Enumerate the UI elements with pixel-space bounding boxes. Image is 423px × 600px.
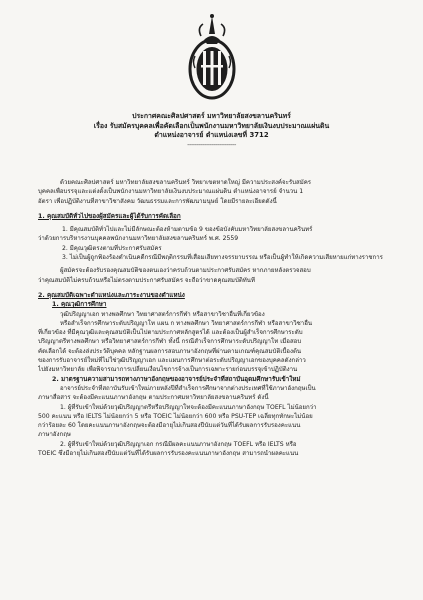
section-2-sub1-heading [38,300,398,309]
section-1-note: ว่าคุณสมบัติไม่ครบถ้วนหรือไม่ตรงตามประกาศรับสมัคร จะถือว่าขาดคุณสมบัติทันที [38,276,255,284]
section-2-sub1-title: 1. คุณวุฒิการศึกษา [52,301,107,309]
section-2-sub2-heading: 2. มาตรฐานความสามารถทางภาษาอังกฤษของอาจารย์ประจำที่สถาบันอุดมศึกษารับเข้าใหม่ [52,375,301,383]
intro-line: อัตรา เพื่อปฏิบัติงานที่สาขาวิชาสังคม วัฒนธรรมและการพัฒนามนุษย์ โดยมีรายละเอียดดังนี้ [38,197,277,205]
intro-line: ด้วยคณะศิลปศาสตร์ มหาวิทยาลัยสงขลานครินทร์ วิทยาเขตหาดใหญ่ มีความประสงค์จะรับสมัคร [60,179,312,186]
section-1-item: 2. มีคุณวุฒิตรงตามที่ประกาศรับสมัคร [62,244,162,252]
document-header [0,112,423,150]
qualification-line: คัดเลือกได้ จะต้องส่งประวัติบุคคล หลักฐานผลการสอบภาษาอังกฤษที่ผ่านตามเกณฑ์คุณสมบัติเบื้องต้น [38,347,302,355]
issuer-line: ประกาศคณะศิลปศาสตร์ มหาวิทยาลัยสงขลานครินทร์ [132,112,291,120]
university-emblem-icon [183,10,241,102]
section-1-note: ผู้สมัครจะต้องรับรองคุณสมบัติของตนเองว่าครบถ้วนตามประกาศรับสมัคร หากภายหลังตรวจสอบ [60,267,311,275]
document-body [38,178,398,458]
english-item-2-line: 2. ผู้ที่รับเข้าใหม่ด้วยวุฒิปริญญาเอก กรณีมีผลคะแนนภาษาอังกฤษ TOEFL หรือ IELTS หรือ [60,440,297,448]
section-1-item: 3. ไม่เป็นผู้ถูกฟ้องร้องดำเนินคดีกรณีมีพฤติกรรมที่เสื่อมเสียทางจรรยาบรรณ หรือเป็นผู้ทำให้เกิดความเสียหายแก่ทางราชการ [62,254,383,262]
section-1-item-cont: ว่าด้วยการบริหารงานบุคคลพนักงานมหาวิทยาลัยสงขลานครินทร์ พ.ศ. 2559 [38,235,239,243]
intro-line: บุคคลเพื่อบรรจุและแต่งตั้งเป็นพนักงานมหาวิทยาลัยเงินงบประมาณแผ่นดิน ตำแหน่งอาจารย์ จำนวน 1 [38,188,304,196]
english-item-1-line: กว่าร้อยละ 60 โดยคะแนนภาษาอังกฤษจะต้องมีอายุไม่เกินสองปีนับแต่วันที่ได้รับผลการรับรองคะแนน [38,422,301,430]
section-1-heading: 1. คุณสมบัติทั่วไปของผู้สมัครและผู้ได้รับการคัดเลือก [38,212,181,220]
english-item-1-line: 1. ผู้ที่รับเข้าใหม่ด้วยวุฒิปริญญาตรีหรือปริญญาโทจะต้องมีคะแนนภาษาอังกฤษ TOEFL ไม่น้อยกว่า [60,403,317,411]
qualification-line: ที่เกี่ยวข้อง ที่มีคุณวุฒิและคุณสมบัติเป็นไปตามประกาศหลักสูตรได้ และต้องเป็นผู้สำเร็จการศึกษาระดับ [38,329,303,337]
qualification-line: วุฒิปริญญาเอก ทางพลศึกษา วิทยาศาสตร์การกีฬา หรือสาขาวิชาอื่นที่เกี่ยวข้อง [60,310,265,318]
english-standard-line: ภาษาสื่อสาร จะต้องมีคะแนนภาษาอังกฤษ ตามประกาศมหาวิทยาลัยสงขลานครินทร์ ดังนี้ [38,394,269,402]
qualification-line: หรือสำเร็จการศึกษาระดับปริญญาโท แผน ก ทางพลศึกษา วิทยาศาสตร์การกีฬา หรือสาขาวิชาอื่น [60,319,313,327]
qualification-line: ของการรับอาจารย์ใหม่ที่ไม่ใช่วุฒิปริญญาเอก และแผนการศึกษาต่อระดับปริญญาเอกของบุคคลดังกล่าว [38,357,306,365]
english-item-1-line: 500 คะแนน หรือ IELTS ไม่น้อยกว่า 5 หรือ TOEIC ไม่น้อยกว่า 600 หรือ PSU-TEP เฉลี่ยทุกทักษะไม่น้อย [38,412,313,420]
qualification-line: ไปยังมหาวิทยาลัย เพื่อพิจารณาการเปลี่ยนเงื่อนไขการจ้างเป็นการเฉพาะรายก่อนบรรจุเข้าปฏิบัติงาน [38,366,298,374]
section-2-heading: 2. คุณสมบัติเฉพาะตำแหน่งและภาระงานของตำแหน่ง [38,291,185,299]
position-line: ตำแหน่งอาจารย์ ตำแหน่งเลขที่ 3712 [154,131,269,139]
english-standard-line: อาจารย์ประจำที่สถาบันรับเข้าใหม่ภายหลังปีที่สำเร็จการศึกษาจากต่างประเทศที่ใช้ภาษาอังกฤษเป็น [60,384,316,392]
qualification-line: ปริญญาตรีทางพลศึกษา หรือวิทยาศาสตร์การกีฬา ทั้งนี้ กรณีสำเร็จการศึกษาระดับปริญญาโท เมื่อสอบ [38,338,302,346]
header-rule: -------------------------- [187,140,236,149]
english-item-2-line: TOEIC ซึ่งมีอายุไม่เกินสองปีนับแต่วันที่ได้รับผลการรับรองคะแนนภาษาอังกฤษ สามารถนำผลคะแนน [38,450,299,458]
english-item-1-line: ภาษาอังกฤษ [38,431,71,439]
subject-line: เรื่อง รับสมัครบุคคลเพื่อคัดเลือกเป็นพนักงานมหาวิทยาลัยเงินงบประมาณแผ่นดิน [93,121,330,130]
section-1-item: 1. มีคุณสมบัติทั่วไปและไม่มีลักษณะต้องห้ามตามข้อ 9 ของข้อบังคับมหาวิทยาลัยสงขลานครินทร์ [62,226,313,234]
